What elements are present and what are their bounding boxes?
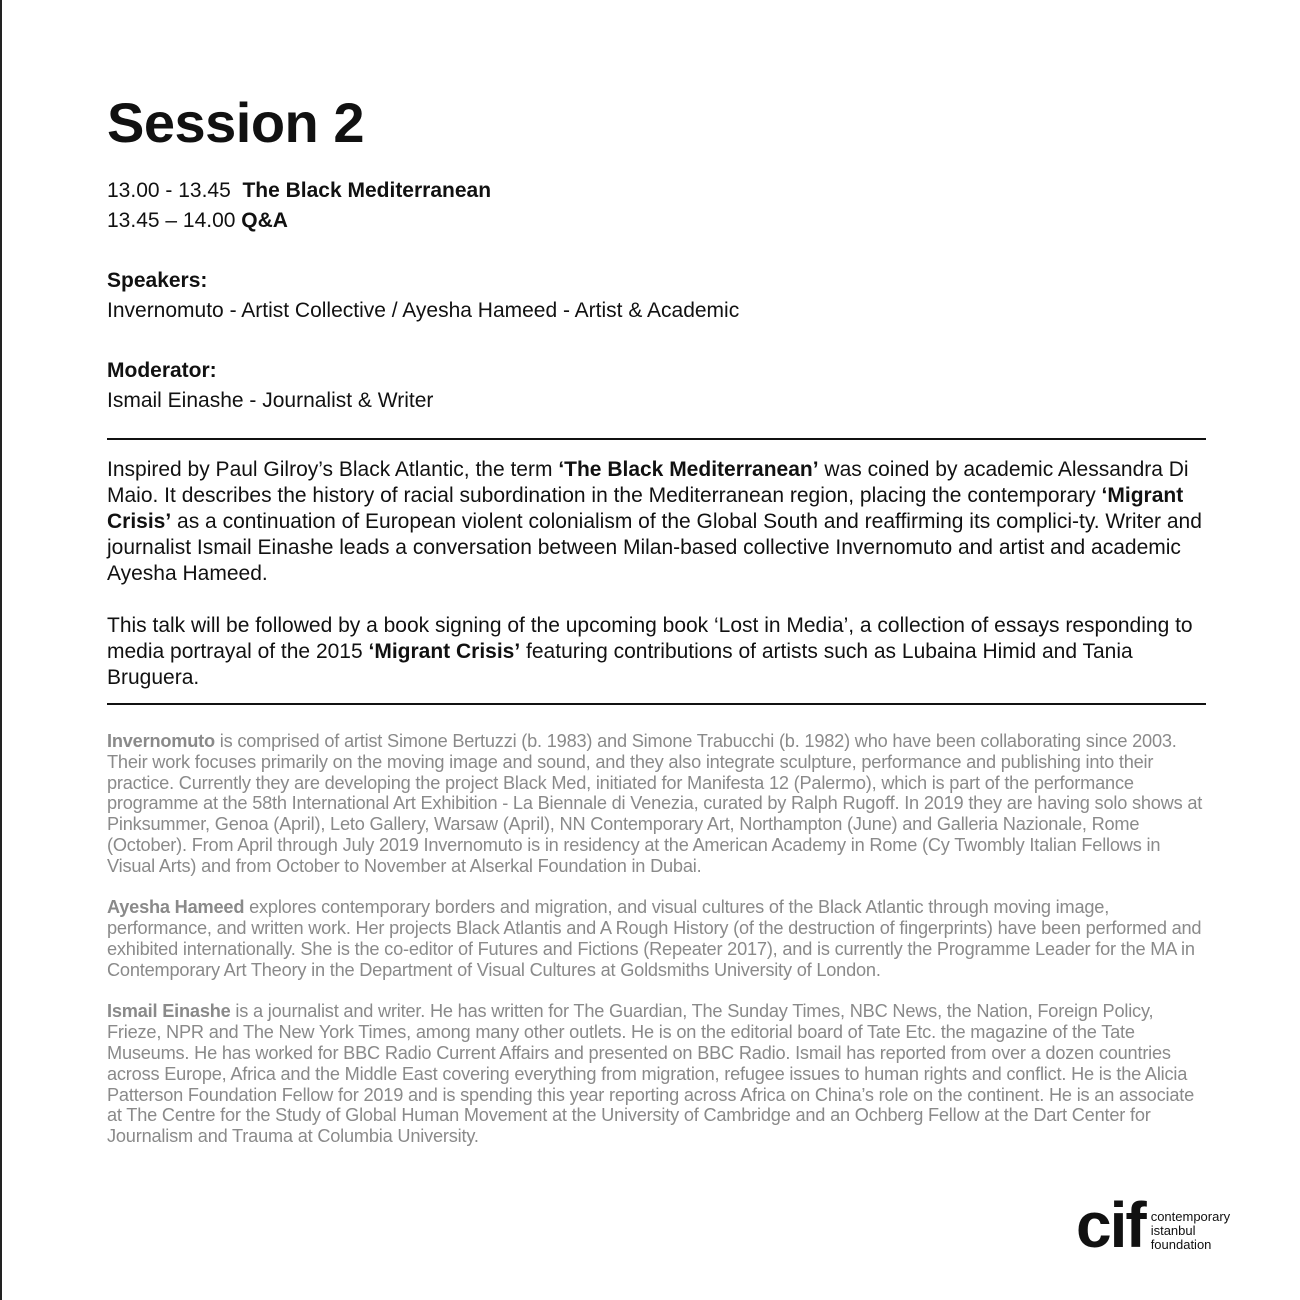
moderator-name: Ismail Einashe - Journalist & Writer: [107, 389, 434, 412]
cif-logo: [1076, 1189, 1231, 1261]
page-edge-line: [0, 0, 2, 1300]
bio-paragraph: [107, 1001, 1207, 1147]
bio-text: explores contemporary borders and migration, and visual cultures of the Black Atlantic through moving image, performance, and written work. Her projects Black Atlantis and A Rough History (of the destruction of fingerprints) have been performed and exhibited internationally. She is the co-editor of Futures and Fictions (Repeater 2017), and is currently the Programme Leader for the MA in Contemporary Art Theory in the Department of Visual Cultures at Goldsmiths University of London.: [107, 897, 1202, 980]
logo-line: foundation: [1150, 1237, 1212, 1252]
moderator-section: [107, 356, 433, 416]
speakers-section: [107, 266, 739, 326]
bio-name: Invernomuto: [107, 731, 215, 751]
text-run: This talk will be followed by a book signing of the upcoming book ‘Lost in Media’, a collection of essays responding to media portrayal of the 2015: [107, 614, 1193, 663]
bio-name: Ayesha Hameed: [107, 897, 245, 918]
logo-wordmark: [1151, 1210, 1230, 1252]
schedule-title: Q&A: [241, 209, 288, 232]
bio-text: is comprised of artist Simone Bertuzzi (b. 1983) and Simone Trabucchi (b. 1982) who have been collaborating since 2003. Their work focuses primarily on the moving image and sound, and they also integrate sculpture, performance and publishing into their practice. Currently they are developing the project Black Med, initiated for Manifesta 12 (Palermo), which is part of the performance programme at the 58th International Art Exhibition - La Biennale di Venezia, curated by Ralph Rugoff. In 2019 they are having solo shows at Pinksummer, Genoa (April), Leto Gallery, Warsaw (April), NN Contemporary Art, Northampton (June) and Galleria Nazionale, Rome (October). From April through July 2019 Invernomuto is in residency at the American Academy in Rome (Cy Twombly Italian Fellows in Visual Arts) and from October to November at Alserkal Foundation in Dubai.: [107, 731, 1203, 876]
text-run: was coined by academic Alessandra Di Maio. It describes the history of racial subordination in the Mediterranean region, placing the contemporary: [107, 458, 1189, 507]
description-paragraph: [107, 613, 1207, 691]
talk-description: [107, 457, 1207, 717]
bio-name: Ismail Einashe: [107, 1001, 231, 1022]
emphasis-text: ‘Migrant Crisis’: [107, 484, 1184, 533]
text-run: featuring contributions of artists such as Lubaina Himid and Tania Bruguera.: [107, 640, 1133, 689]
divider: [107, 703, 1206, 705]
logo-line: istanbul: [1150, 1223, 1196, 1238]
session-title: Session 2: [107, 91, 364, 154]
text-run: as a continuation of European violent colonialism of the Global South and reaffirming its complici-ty. Writer and journalist Ismail Einashe leads a conversation between Milan-based collective Invernomuto and artist and academic Ayesha Hameed.: [107, 510, 1202, 585]
emphasis-text: ‘Migrant Crisis’: [368, 640, 521, 663]
schedule-time: 13.45 – 14.00: [107, 209, 236, 232]
speaker-bios: [107, 731, 1207, 1168]
bio-paragraph: [107, 897, 1207, 980]
schedule: [107, 176, 491, 236]
bio-text: is a journalist and writer. He has written for The Guardian, The Sunday Times, NBC News, the Nation, Foreign Policy, Frieze, NPR and The New York Times, among many other outlets. He is on the editorial board of Tate Etc. the magazine of the Tate Museums. He has worked for BBC Radio Current Affairs and presented on BBC Radio. Ismail has reported from over a dozen countries across Europe, Africa and the Middle East covering everything from migration, refugee issues to human rights and conflict. He is the Alicia Patterson Foundation Fellow for 2019 and is spending this year reporting across Africa on China’s role on the continent. He is an associate at The Centre for the Study of Global Human Movement at the University of Cambridge and an Ochberg Fellow at the Dart Center for Journalism and Trauma at Columbia University.: [107, 1001, 1195, 1147]
moderator-label: Moderator:: [107, 359, 217, 382]
bio-paragraph: [107, 731, 1207, 877]
description-paragraph: [107, 457, 1207, 587]
speakers-label: Speakers:: [107, 269, 208, 292]
text-run: Inspired by Paul Gilroy’s Black Atlantic, the term: [107, 458, 559, 481]
logo-mark: cif: [1076, 1189, 1145, 1261]
logo-line: contemporary: [1150, 1209, 1231, 1224]
schedule-item: [107, 206, 491, 236]
schedule-item: [107, 176, 491, 206]
schedule-title: The Black Mediterranean: [242, 179, 492, 202]
divider: [107, 438, 1206, 440]
speakers-list: Invernomuto - Artist Collective / Ayesha Hameed - Artist & Academic: [107, 299, 740, 322]
schedule-time: 13.00 - 13.45: [107, 179, 231, 202]
emphasis-text: ‘The Black Mediterranean’: [558, 458, 819, 481]
